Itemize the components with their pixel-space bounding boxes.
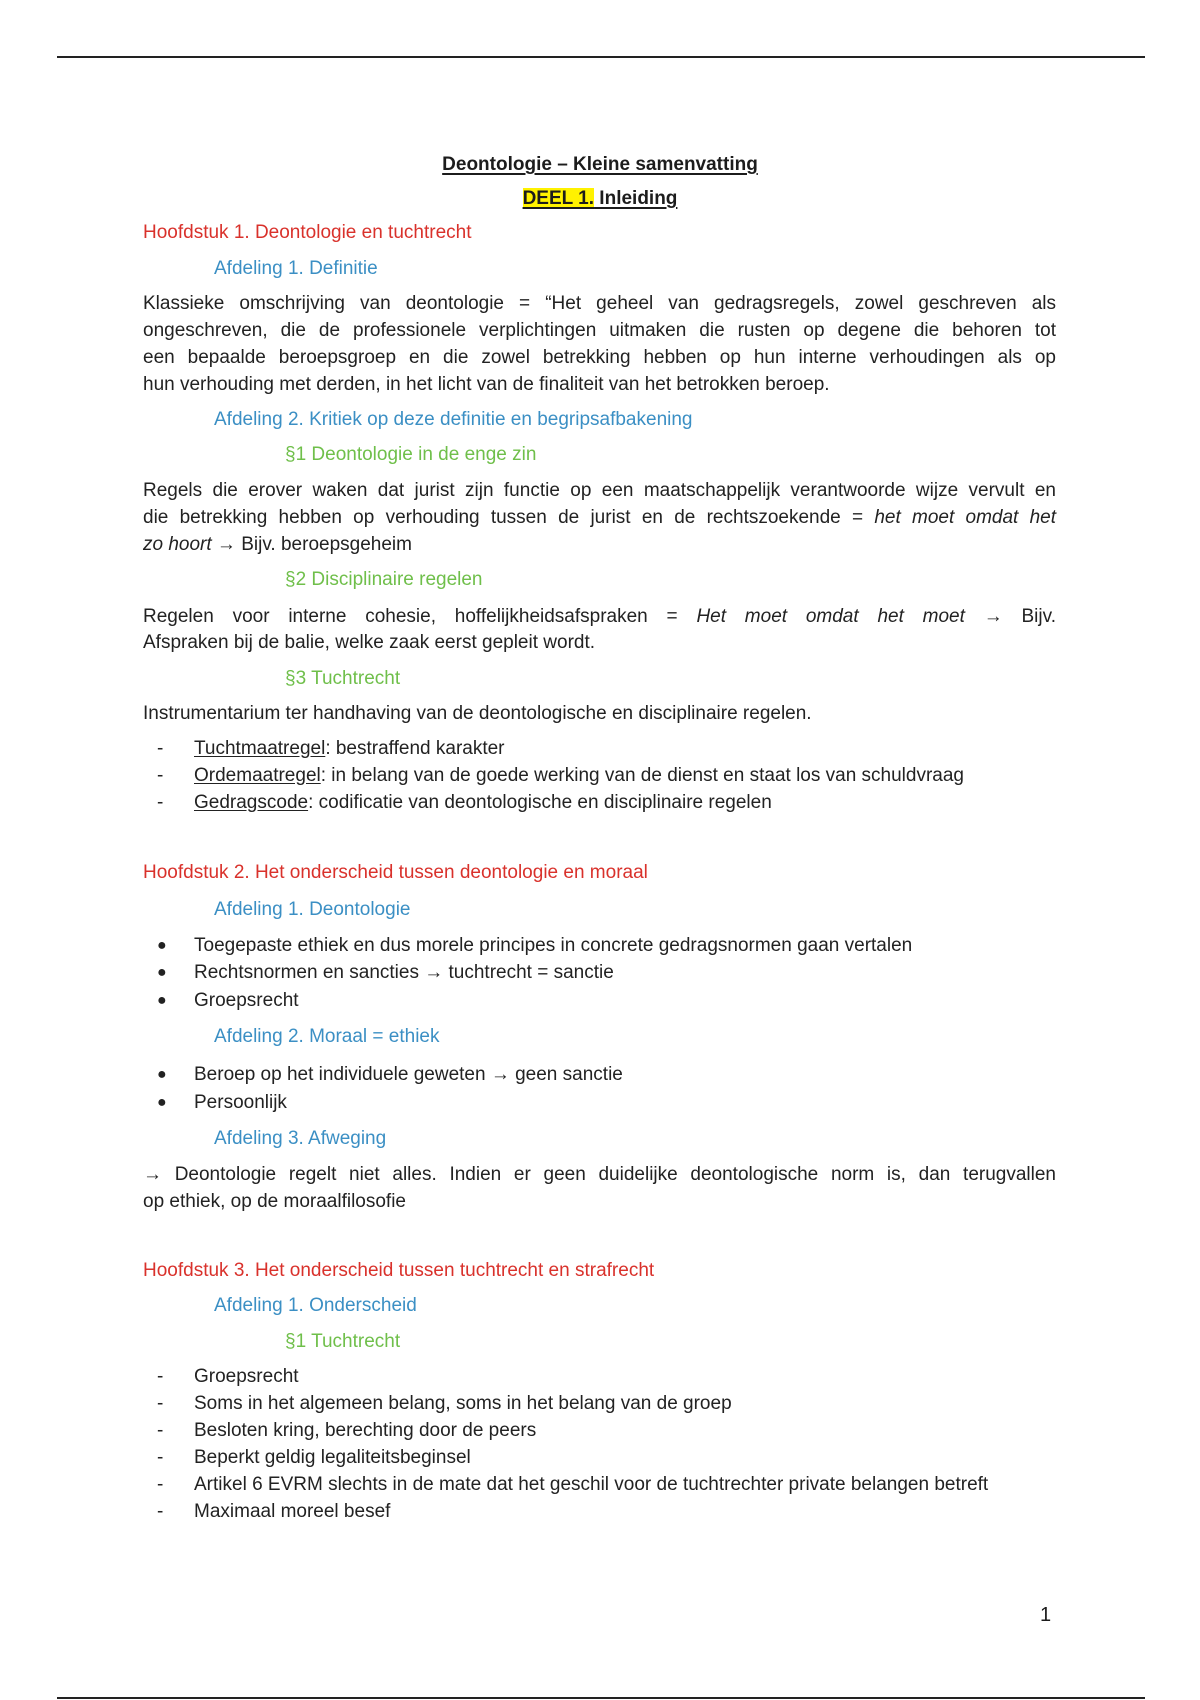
section-2-3-heading: Afdeling 3. Afweging xyxy=(214,1128,387,1149)
paragraph-1-heading: §1 Deontologie in de enge zin xyxy=(285,444,537,465)
definition-line-4: hun verhouding met derden, in het licht van de finaliteit van het betrokken beroep. xyxy=(143,374,830,395)
dash-marker: - xyxy=(157,765,164,786)
paragraph-3-1-heading: §1 Tuchtrecht xyxy=(285,1331,401,1352)
document-title: Deontologie – Kleine samenvatting xyxy=(442,154,758,175)
enge-zin-line-3: zo hoort → Bijv. beroepsgeheim xyxy=(143,534,412,555)
list-item: Rechtsnormen en sancties → tuchtrecht = sanctie xyxy=(194,962,614,983)
afweging-line-2: op ethiek, op de moraalfilosofie xyxy=(143,1191,406,1212)
dash-marker: - xyxy=(157,1501,164,1522)
dash-marker: - xyxy=(157,792,164,813)
dash-marker: - xyxy=(157,738,164,759)
list-item: Soms in het algemeen belang, soms in het belang van de groep xyxy=(194,1393,732,1414)
part-heading xyxy=(0,187,1200,211)
paragraph-3-heading: §3 Tuchtrecht xyxy=(285,668,401,689)
definition-line-1: Klassieke omschrijving van deontologie = “Het geheel van gedragsregels, zowel geschreven als xyxy=(143,293,1056,314)
dash-marker: - xyxy=(157,1474,164,1495)
bullet-dot: ● xyxy=(157,1094,167,1111)
list-item: Maximaal moreel besef xyxy=(194,1501,391,1522)
list-item: Gedragscode: codificatie van deontologische en disciplinaire regelen xyxy=(194,792,772,813)
enge-zin-line-1: Regels die erover waken dat jurist zijn functie op een maatschappelijk verantwoorde wijze vervult en xyxy=(143,480,1056,501)
disciplinair-line-1: Regelen voor interne cohesie, hoffelijkheidsafspraken = Het moet omdat het moet → Bijv. xyxy=(143,606,1056,627)
part-title: Inleiding xyxy=(594,188,678,209)
section-3-1-heading: Afdeling 1. Onderscheid xyxy=(214,1295,417,1316)
enge-zin-line-2: die betrekking hebben op verhouding tussen de jurist en de rechtszoekende = het moet omdat het xyxy=(143,507,1056,528)
afweging-line-1: → Deontologie regelt niet alles. Indien er geen duidelijke deontologische norm is, dan terugvallen xyxy=(143,1164,1056,1185)
page-number: 1 xyxy=(1040,1604,1052,1626)
dash-marker: - xyxy=(157,1366,164,1387)
bullet-dot: ● xyxy=(157,937,167,954)
disciplinair-line-2: Afspraken bij de balie, welke zaak eerst gepleit wordt. xyxy=(143,632,596,653)
list-item: Groepsrecht xyxy=(194,990,299,1011)
section-2-1-heading: Afdeling 1. Deontologie xyxy=(214,899,411,920)
list-item: Toegepaste ethiek en dus morele principes in concrete gedragsnormen gaan vertalen xyxy=(194,935,913,956)
chapter-2-heading: Hoofdstuk 2. Het onderscheid tussen deontologie en moraal xyxy=(143,862,648,883)
bullet-dot: ● xyxy=(157,992,167,1009)
section-2-2-heading: Afdeling 2. Moraal = ethiek xyxy=(214,1026,440,1047)
bottom-rule xyxy=(57,1697,1145,1699)
section-1-2-heading: Afdeling 2. Kritiek op deze definitie en begripsafbakening xyxy=(214,409,693,430)
top-rule xyxy=(57,56,1145,58)
dash-marker: - xyxy=(157,1447,164,1468)
list-item: Artikel 6 EVRM slechts in de mate dat het geschil voor de tuchtrechter private belangen betreft xyxy=(194,1474,989,1495)
bullet-dot: ● xyxy=(157,1066,167,1083)
list-item: Ordemaatregel: in belang van de goede werking van de dienst en staat los van schuldvraag xyxy=(194,765,964,786)
tuchtrecht-intro: Instrumentarium ter handhaving van de deontologische en disciplinaire regelen. xyxy=(143,703,812,724)
list-item: Besloten kring, berechting door de peers xyxy=(194,1420,537,1441)
list-item: Groepsrecht xyxy=(194,1366,299,1387)
paragraph-2-heading: §2 Disciplinaire regelen xyxy=(285,569,483,590)
list-item: Tuchtmaatregel: bestraffend karakter xyxy=(194,738,505,759)
chapter-1-heading: Hoofdstuk 1. Deontologie en tuchtrecht xyxy=(143,222,472,243)
dash-marker: - xyxy=(157,1420,164,1441)
dash-marker: - xyxy=(157,1393,164,1414)
bullet-dot: ● xyxy=(157,964,167,981)
definition-line-3: een bepaalde beroepsgroep en die zowel betrekking hebben op hun interne verhoudingen als op xyxy=(143,347,1056,368)
list-item: Beroep op het individuele geweten → geen sanctie xyxy=(194,1064,623,1085)
chapter-3-heading: Hoofdstuk 3. Het onderscheid tussen tuchtrecht en strafrecht xyxy=(143,1260,655,1281)
section-1-1-heading: Afdeling 1. Definitie xyxy=(214,258,378,279)
list-item: Persoonlijk xyxy=(194,1092,287,1113)
list-item: Beperkt geldig legaliteitsbeginsel xyxy=(194,1447,471,1468)
definition-line-2: ongeschreven, die de professionele verplichtingen uitmaken die rusten op degene die behoren tot xyxy=(143,320,1056,341)
part-number-highlight: DEEL 1. xyxy=(522,188,595,209)
